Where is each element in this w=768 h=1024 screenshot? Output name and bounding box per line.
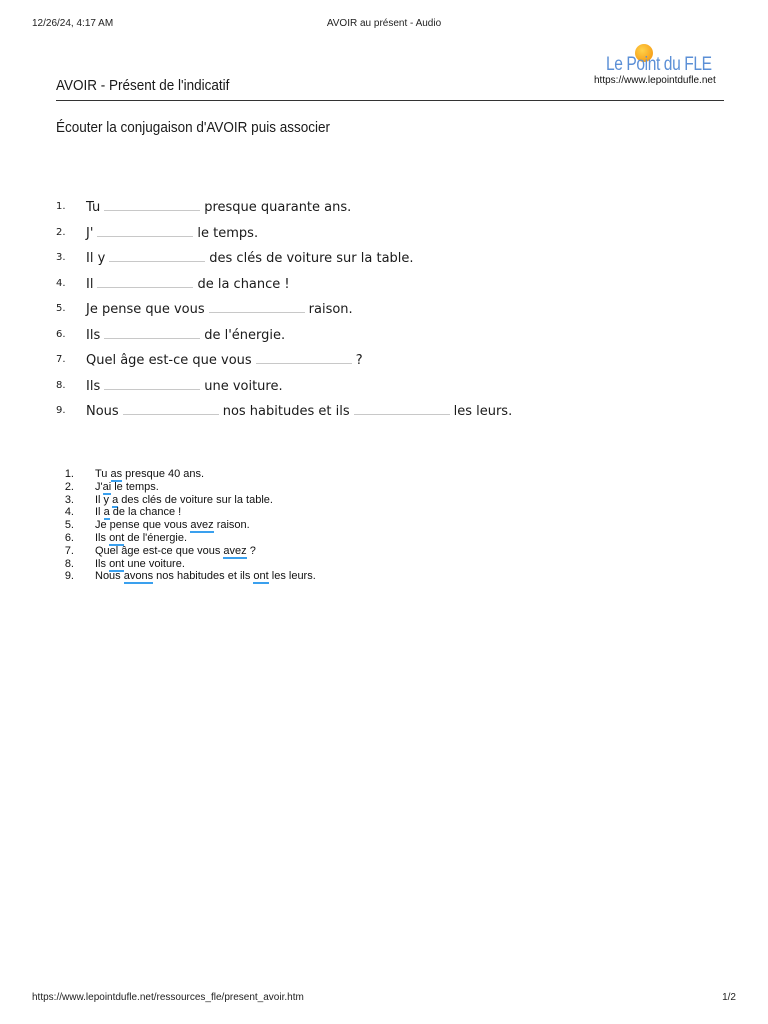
sentence-start: Ils bbox=[86, 327, 101, 343]
answer-pre: Il y bbox=[95, 493, 113, 506]
sentence-end: de l'énergie. bbox=[204, 327, 286, 343]
exercise-item bbox=[56, 320, 736, 346]
answer-number: 1. bbox=[64, 468, 74, 480]
answer-verb: a bbox=[112, 493, 119, 506]
exercise-number: 6. bbox=[56, 328, 66, 340]
exercise-item bbox=[56, 345, 736, 371]
answer-number: 2. bbox=[64, 480, 74, 493]
print-date: 12/26/24, 4:17 AM bbox=[32, 18, 114, 29]
sentence-start: J' bbox=[86, 225, 94, 241]
answer-blank[interactable] bbox=[109, 248, 205, 262]
exercise-number: 3. bbox=[56, 252, 66, 263]
answer-verb: as bbox=[110, 468, 123, 480]
exercise-number: 5. bbox=[56, 303, 66, 314]
sentence-start: Il bbox=[86, 276, 94, 292]
answer-blank[interactable] bbox=[104, 376, 200, 390]
instruction: Écouter la conjugaison d'AVOIR puis associer bbox=[56, 119, 330, 136]
answer-blank[interactable] bbox=[256, 350, 352, 364]
answer-blank[interactable] bbox=[209, 299, 305, 313]
sentence-start: Nous bbox=[86, 404, 119, 419]
site-logo[interactable] bbox=[590, 42, 730, 90]
answer-blank[interactable] bbox=[104, 197, 200, 211]
sentence-start: Ils bbox=[86, 378, 101, 394]
exercise-item bbox=[56, 269, 736, 295]
answer-number: 5. bbox=[64, 519, 74, 532]
sentence-middle: nos habitudes et ils bbox=[222, 404, 350, 419]
answer-verb: avons bbox=[123, 570, 154, 583]
exercise-list bbox=[56, 192, 736, 422]
answer-pre: Je pense que vous bbox=[95, 519, 191, 532]
logo-url[interactable]: https://www.lepointdufle.net bbox=[594, 75, 716, 86]
sentence-start: Je pense que vous bbox=[86, 302, 205, 317]
sentence-start: Tu bbox=[86, 200, 101, 215]
sentence-end: ? bbox=[355, 353, 363, 368]
answer-number: 8. bbox=[64, 557, 74, 570]
answer-blank[interactable] bbox=[97, 223, 193, 237]
answer-blank[interactable] bbox=[97, 274, 193, 288]
answer-mid: nos habitudes et ils bbox=[153, 570, 254, 583]
sentence-end: les leurs. bbox=[453, 404, 513, 419]
answer-post: de l'énergie. bbox=[124, 531, 188, 544]
answer-pre: Il bbox=[95, 506, 104, 519]
answer-verb: ai bbox=[102, 480, 112, 493]
answer-number: 7. bbox=[64, 544, 74, 557]
answer-pre: Quel âge est-ce que vous bbox=[95, 544, 224, 557]
answer-verb: ont bbox=[253, 570, 269, 583]
exercise-item bbox=[56, 294, 736, 320]
sentence-end: de la chance ! bbox=[197, 276, 290, 292]
answer-number: 9. bbox=[64, 570, 74, 583]
answer-post: presque 40 ans. bbox=[122, 468, 205, 480]
answer-post: des clés de voiture sur la table. bbox=[118, 493, 273, 506]
answer-number: 4. bbox=[64, 506, 74, 519]
exercise-number: 9. bbox=[56, 405, 66, 416]
print-doc-title: AVOIR au présent - Audio bbox=[326, 18, 442, 29]
sentence-start: Quel âge est-ce que vous bbox=[86, 353, 252, 368]
answer-verb: avez bbox=[190, 519, 214, 532]
answer-pre: Ils bbox=[95, 557, 110, 570]
exercise-item bbox=[56, 371, 736, 397]
print-header bbox=[32, 18, 736, 32]
answer-pre: Tu bbox=[95, 468, 111, 480]
exercise-item bbox=[56, 243, 736, 269]
answer-blank[interactable] bbox=[123, 401, 219, 415]
exercise-number: 1. bbox=[56, 201, 66, 212]
answer-number: 6. bbox=[64, 531, 74, 544]
answer-verb: avez bbox=[223, 544, 247, 557]
title-divider bbox=[56, 100, 724, 101]
sentence-end: presque quarante ans. bbox=[204, 200, 352, 215]
sentence-end: une voiture. bbox=[204, 378, 283, 394]
answer-verb: ont bbox=[109, 557, 125, 570]
sentence-end: raison. bbox=[308, 302, 353, 317]
print-footer bbox=[32, 992, 736, 1006]
answer-post: une voiture. bbox=[124, 557, 185, 570]
exercise-item bbox=[56, 192, 736, 218]
answer-blank[interactable] bbox=[354, 401, 450, 415]
exercise-number: 8. bbox=[56, 379, 66, 391]
answer-post: le temps. bbox=[111, 480, 159, 493]
page-url[interactable]: https://www.lepointdufle.net/ressources_fle/present_avoir.htm bbox=[32, 992, 304, 1003]
page-title: AVOIR - Présent de l'indicatif bbox=[56, 77, 230, 94]
answer-verb: a bbox=[103, 506, 110, 519]
page-number: 1/2 bbox=[722, 992, 736, 1003]
exercise-number: 2. bbox=[56, 226, 66, 238]
answer-pre: J' bbox=[95, 480, 103, 493]
answer-post: raison. bbox=[213, 519, 250, 532]
answer-pre: Nous bbox=[95, 570, 124, 583]
answer-blank[interactable] bbox=[104, 325, 200, 339]
answer-post: les leurs. bbox=[268, 570, 316, 583]
answer-verb: ont bbox=[109, 531, 125, 544]
answer-post: ? bbox=[246, 544, 256, 557]
logo-text: Le Point du FLE bbox=[606, 54, 712, 75]
exercise-item bbox=[56, 396, 736, 422]
answer-number: 3. bbox=[64, 493, 74, 506]
answer-pre: Ils bbox=[95, 531, 110, 544]
exercise-item bbox=[56, 218, 736, 244]
exercise-number: 4. bbox=[56, 277, 66, 289]
answer-post: de la chance ! bbox=[109, 506, 182, 519]
sentence-end: le temps. bbox=[197, 225, 259, 241]
sentence-start: Il y bbox=[86, 251, 106, 266]
exercise-number: 7. bbox=[56, 354, 66, 365]
sentence-end: des clés de voiture sur la table. bbox=[209, 251, 414, 266]
